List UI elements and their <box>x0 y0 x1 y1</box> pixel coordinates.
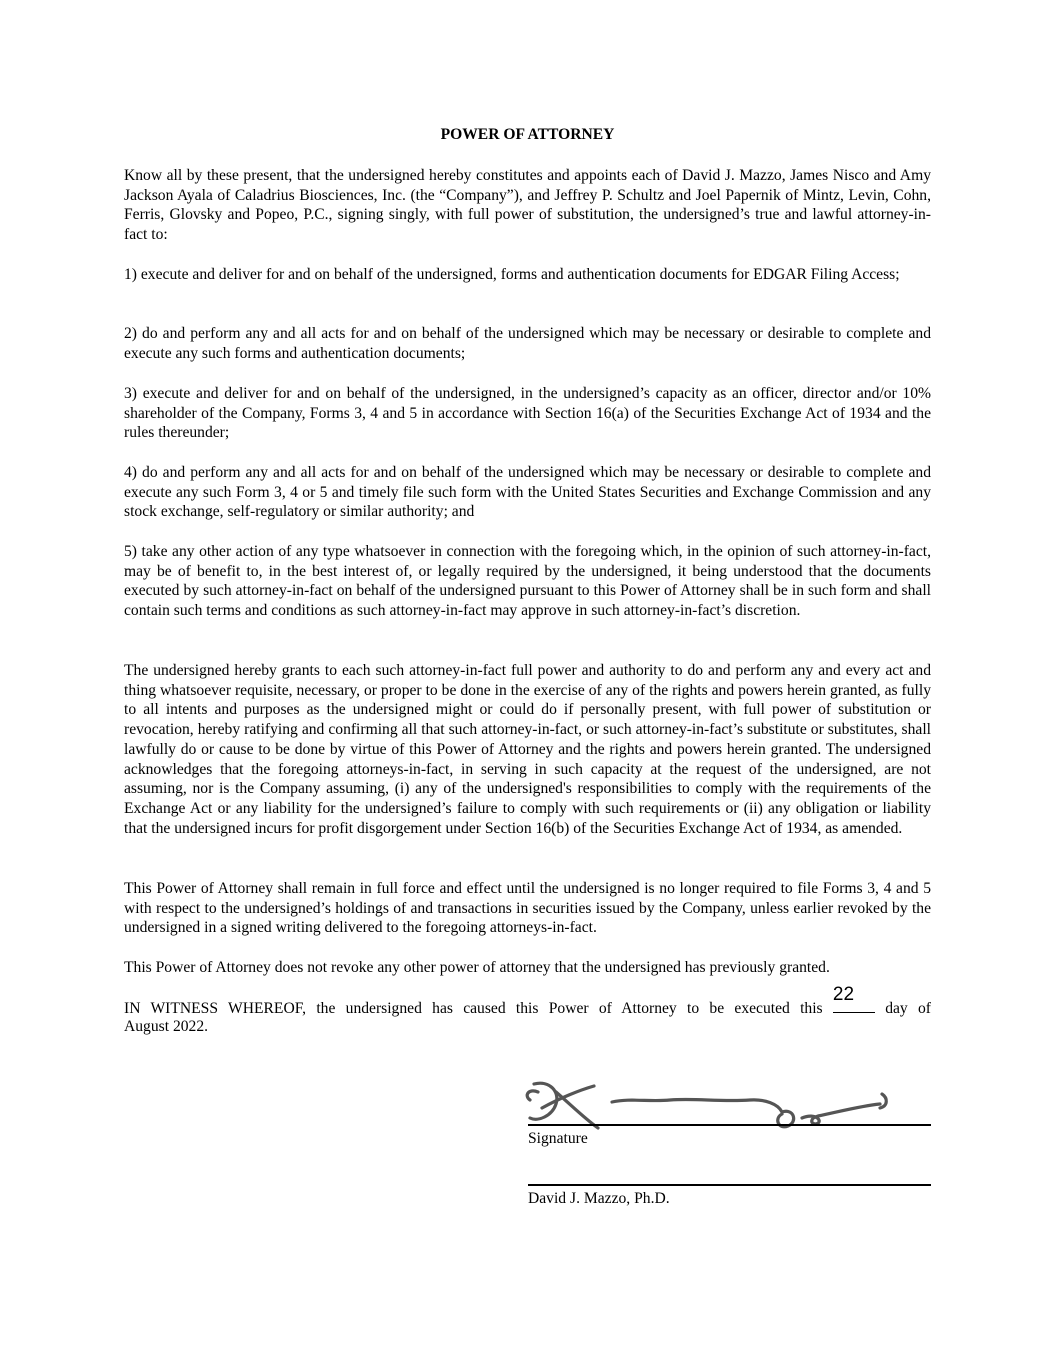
witness-prefix: IN WITNESS WHEREOF, the undersigned has caused this Power of Attorney to be executed this <box>124 1000 823 1017</box>
item-1: 1) execute and deliver for and on behalf of the undersigned, forms and authentication documents for EDGAR Filing Access; <box>124 266 900 283</box>
item-5: 5) take any other action of any type whatsoever in connection with the foregoing which, in the opinion of such attorney-in-fact, may be of benefit to, in the best interest of, or legally required by the undersigned, it being understood that the documents executed by such attorney-in-fact on behalf of the undersigned pursuant to this Power of Attorney shall be in such form and shall contain such terms and conditions as such attorney-in-fact may approve in such attorney-in-fact’s discretion. <box>124 543 931 620</box>
intro-paragraph: Know all by these present, that the undersigned hereby constitutes and appoints each of David J. Mazzo, James Nisco and Amy Jackson Ayala of Caladrius Biosciences, Inc. (the “Company”), and Jeffrey P. Schultz and Joel Papernik of Mintz, Levin, Cohn, Ferris, Glovsky and Popeo, P.C., signing singly, with full power of substitution, the undersigned’s true and lawful attorney-in-fact to: <box>124 167 931 244</box>
signer-name: David J. Mazzo, Ph.D. <box>528 1190 670 1207</box>
duration-paragraph: This Power of Attorney shall remain in full force and effect until the undersigned is no longer required to file Forms 3, 4 and 5 with respect to the undersigned’s holdings of and transactions in securities issued by the Company, unless earlier revoked by the undersigned in a signed writing delivered to the foregoing attorneys-in-fact. <box>124 880 931 937</box>
day-blank <box>832 984 875 1013</box>
witness-clause <box>124 984 932 1019</box>
signature-label: Signature <box>528 1130 588 1147</box>
witness-day: 22 <box>832 984 855 1005</box>
witness-suffix: day of <box>885 1000 932 1017</box>
item-4: 4) do and perform any and all acts for and on behalf of the undersigned which may be necessary or desirable to complete and execute any such Form 3, 4 or 5 and timely file such form with the United States Securities and Exchange Commission and any stock exchange, self-regulatory or similar authority; and <box>124 464 931 521</box>
item-2: 2) do and perform any and all acts for and on behalf of the undersigned which may be necessary or desirable to complete and execute any such forms and authentication documents; <box>124 325 931 362</box>
name-line <box>528 1184 931 1186</box>
document-title: POWER OF ATTORNEY <box>440 126 615 143</box>
item-3: 3) execute and deliver for and on behalf of the undersigned, in the undersigned’s capacity as an officer, director and/or 10% shareholder of the Company, Forms 3, 4 and 5 in accordance with Section 16(a) of the Securities Exchange Act of 1934 and the rules thereunder; <box>124 385 931 442</box>
witness-date: August 2022. <box>124 1018 209 1035</box>
no-revoke-paragraph: This Power of Attorney does not revoke any other power of attorney that the undersigned has previously granted. <box>124 959 830 976</box>
signature-line <box>528 1124 931 1126</box>
grant-paragraph: The undersigned hereby grants to each such attorney-in-fact full power and authority to do and perform any and every act and thing whatsoever requisite, necessary, or proper to be done in the exercise of any of the rights and powers herein granted, as fully to all intents and purposes as the undersigned might or could do if personally present, with full power of substitution or revocation, hereby ratifying and confirming all that such attorney-in-fact, or such attorney-in-fact’s substitute or substitutes, shall lawfully do or cause to be done by virtue of this Power of Attorney and the rights and powers herein granted. The undersigned acknowledges that the foregoing attorneys-in-fact, in serving in such capacity at the request of the undersigned, are not assuming, nor is the Company assuming, (i) any of the undersigned's responsibilities to comply with the requirements of the Exchange Act or any liability for the undersigned’s failure to comply with such requirements or (ii) any obligation or liability that the undersigned incurs for profit disgorgement under Section 16(b) of the Securities Exchange Act of 1934, as amended. <box>124 662 931 837</box>
